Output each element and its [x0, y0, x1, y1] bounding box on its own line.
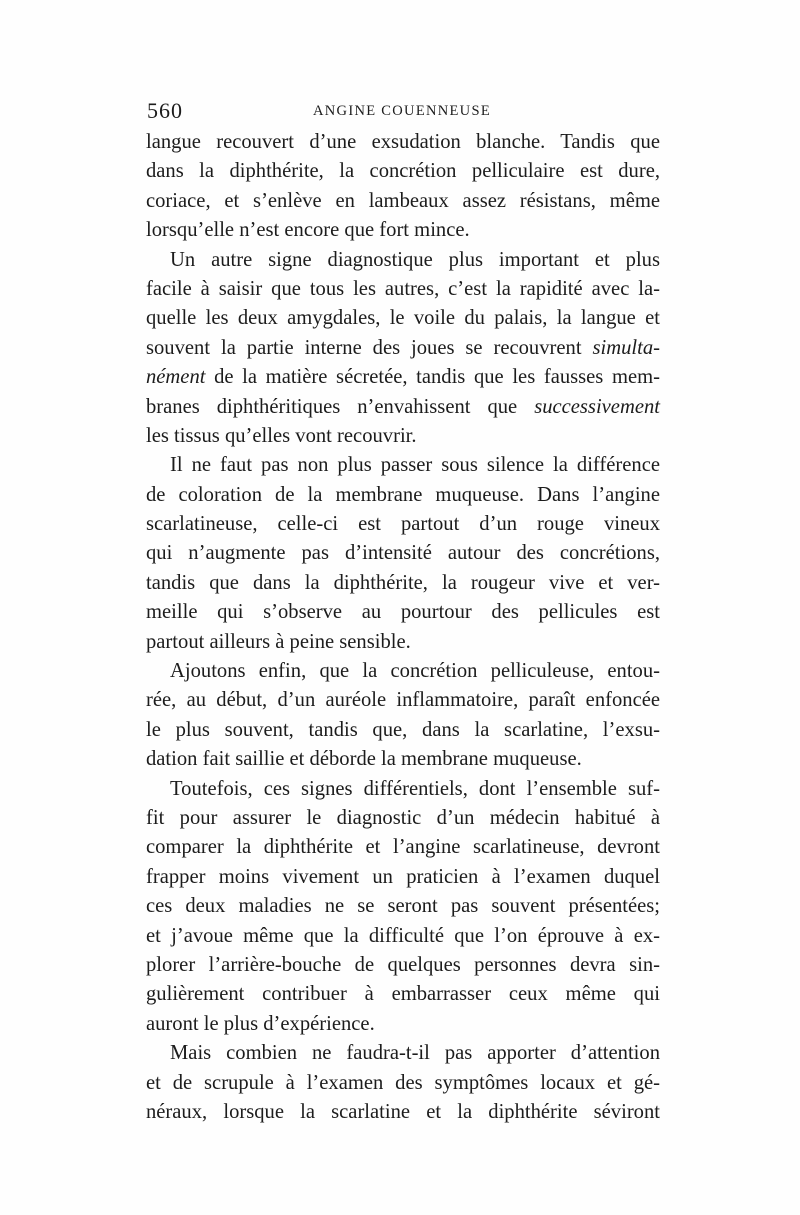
text-line — [146, 569, 660, 598]
line-text: Toutefois, ces signes différentiels, dont l’ensemble suf- — [170, 777, 660, 800]
line-text: et j’avoue même que la difficulté que l’on éprouve à ex- — [146, 924, 660, 947]
italic-text: simulta- — [592, 336, 660, 359]
text-line — [146, 334, 660, 363]
text-line — [146, 157, 660, 186]
text-line — [146, 1010, 660, 1039]
text-line — [146, 304, 660, 333]
text-line — [146, 804, 660, 833]
italic-text: successivement — [534, 395, 660, 418]
line-text: partout ailleurs à peine sensible. — [146, 630, 411, 653]
line-text: Ajoutons enfin, que la concrétion pelliculeuse, entou- — [170, 660, 660, 683]
text-line — [146, 1039, 660, 1068]
line-text: quelle les deux amygdales, le voile du palais, la langue et — [146, 307, 660, 330]
text-line — [146, 716, 660, 745]
text-line — [146, 1098, 660, 1127]
line-text: plorer l’arrière-bouche de quelques personnes devra sin- — [146, 953, 660, 976]
text-line — [146, 628, 660, 657]
line-text: lorsqu’elle n’est encore que fort mince. — [146, 219, 470, 242]
line-text: facile à saisir que tous les autres, c’est la rapidité avec la- — [146, 277, 660, 300]
line-text: néraux, lorsque la scarlatine et la diphthérite séviront — [146, 1100, 660, 1123]
text-line — [146, 451, 660, 480]
text-line — [146, 863, 660, 892]
text-line — [146, 539, 660, 568]
line-text: meille qui s’observe au pourtour des pellicules est — [146, 601, 660, 624]
text-line — [146, 686, 660, 715]
text-line — [146, 246, 660, 275]
text-line — [146, 1069, 660, 1098]
line-text: de la matière sécretée, tandis que les fausses mem- — [214, 366, 660, 389]
text-line — [146, 657, 660, 686]
line-text: le plus souvent, tandis que, dans la scarlatine, l’exsu- — [146, 718, 660, 741]
text-line — [146, 422, 660, 451]
line-text: comparer la diphthérite et l’angine scarlatineuse, devront — [146, 836, 660, 859]
line-text: fit pour assurer le diagnostic d’un médecin habitué à — [146, 806, 660, 829]
text-line — [146, 775, 660, 804]
text-line — [146, 598, 660, 627]
line-text: de coloration de la membrane muqueuse. Dans l’angine — [146, 483, 660, 506]
body-text — [146, 128, 660, 1127]
text-line — [146, 393, 660, 422]
page-header — [147, 98, 657, 128]
text-line — [146, 510, 660, 539]
line-text: branes diphthéritiques n’envahissent que — [146, 395, 518, 418]
line-text: dation fait saillie et déborde la membrane muqueuse. — [146, 748, 582, 771]
line-text: les tissus qu’elles vont recouvrir. — [146, 424, 417, 447]
running-title: ANGINE COUENNEUSE — [313, 103, 491, 119]
line-text: ces deux maladies ne se seront pas souvent présentées; — [146, 895, 660, 918]
text-line — [146, 833, 660, 862]
text-line — [146, 951, 660, 980]
line-text: dans la diphthérite, la concrétion pelliculaire est dure, — [146, 160, 660, 183]
text-line — [146, 892, 660, 921]
line-text: scarlatineuse, celle-ci est partout d’un rouge vineux — [146, 513, 660, 536]
line-text: Il ne faut pas non plus passer sous silence la différence — [170, 454, 660, 477]
text-line — [146, 745, 660, 774]
text-line — [146, 363, 660, 392]
text-line — [146, 187, 660, 216]
line-text: coriace, et s’enlève en lambeaux assez résistans, même — [146, 189, 660, 212]
italic-text: nément — [146, 366, 206, 389]
text-line — [146, 980, 660, 1009]
line-text: frapper moins vivement un praticien à l’examen duquel — [146, 865, 660, 888]
line-text: Un autre signe diagnostique plus important et plus — [170, 248, 660, 271]
line-text: tandis que dans la diphthérite, la rougeur vive et ver- — [146, 571, 660, 594]
line-text: souvent la partie interne des joues se recouvrent — [146, 336, 582, 359]
line-text: et de scrupule à l’examen des symptômes locaux et gé- — [146, 1071, 660, 1094]
line-text: qui n’augmente pas d’intensité autour des concrétions, — [146, 542, 660, 565]
text-line — [146, 275, 660, 304]
page-number: 560 — [147, 98, 183, 123]
line-text: Mais combien ne faudra-t-il pas apporter d’attention — [170, 1042, 660, 1065]
line-text: gulièrement contribuer à embarrasser ceux même qui — [146, 983, 660, 1006]
text-line — [146, 481, 660, 510]
text-line — [146, 216, 660, 245]
line-text: auront le plus d’expérience. — [146, 1012, 375, 1035]
text-line — [146, 128, 660, 157]
text-line — [146, 922, 660, 951]
line-text: rée, au début, d’un auréole inflammatoire, paraît enfoncée — [146, 689, 660, 712]
line-text: langue recouvert d’une exsudation blanche. Tandis que — [146, 131, 660, 153]
